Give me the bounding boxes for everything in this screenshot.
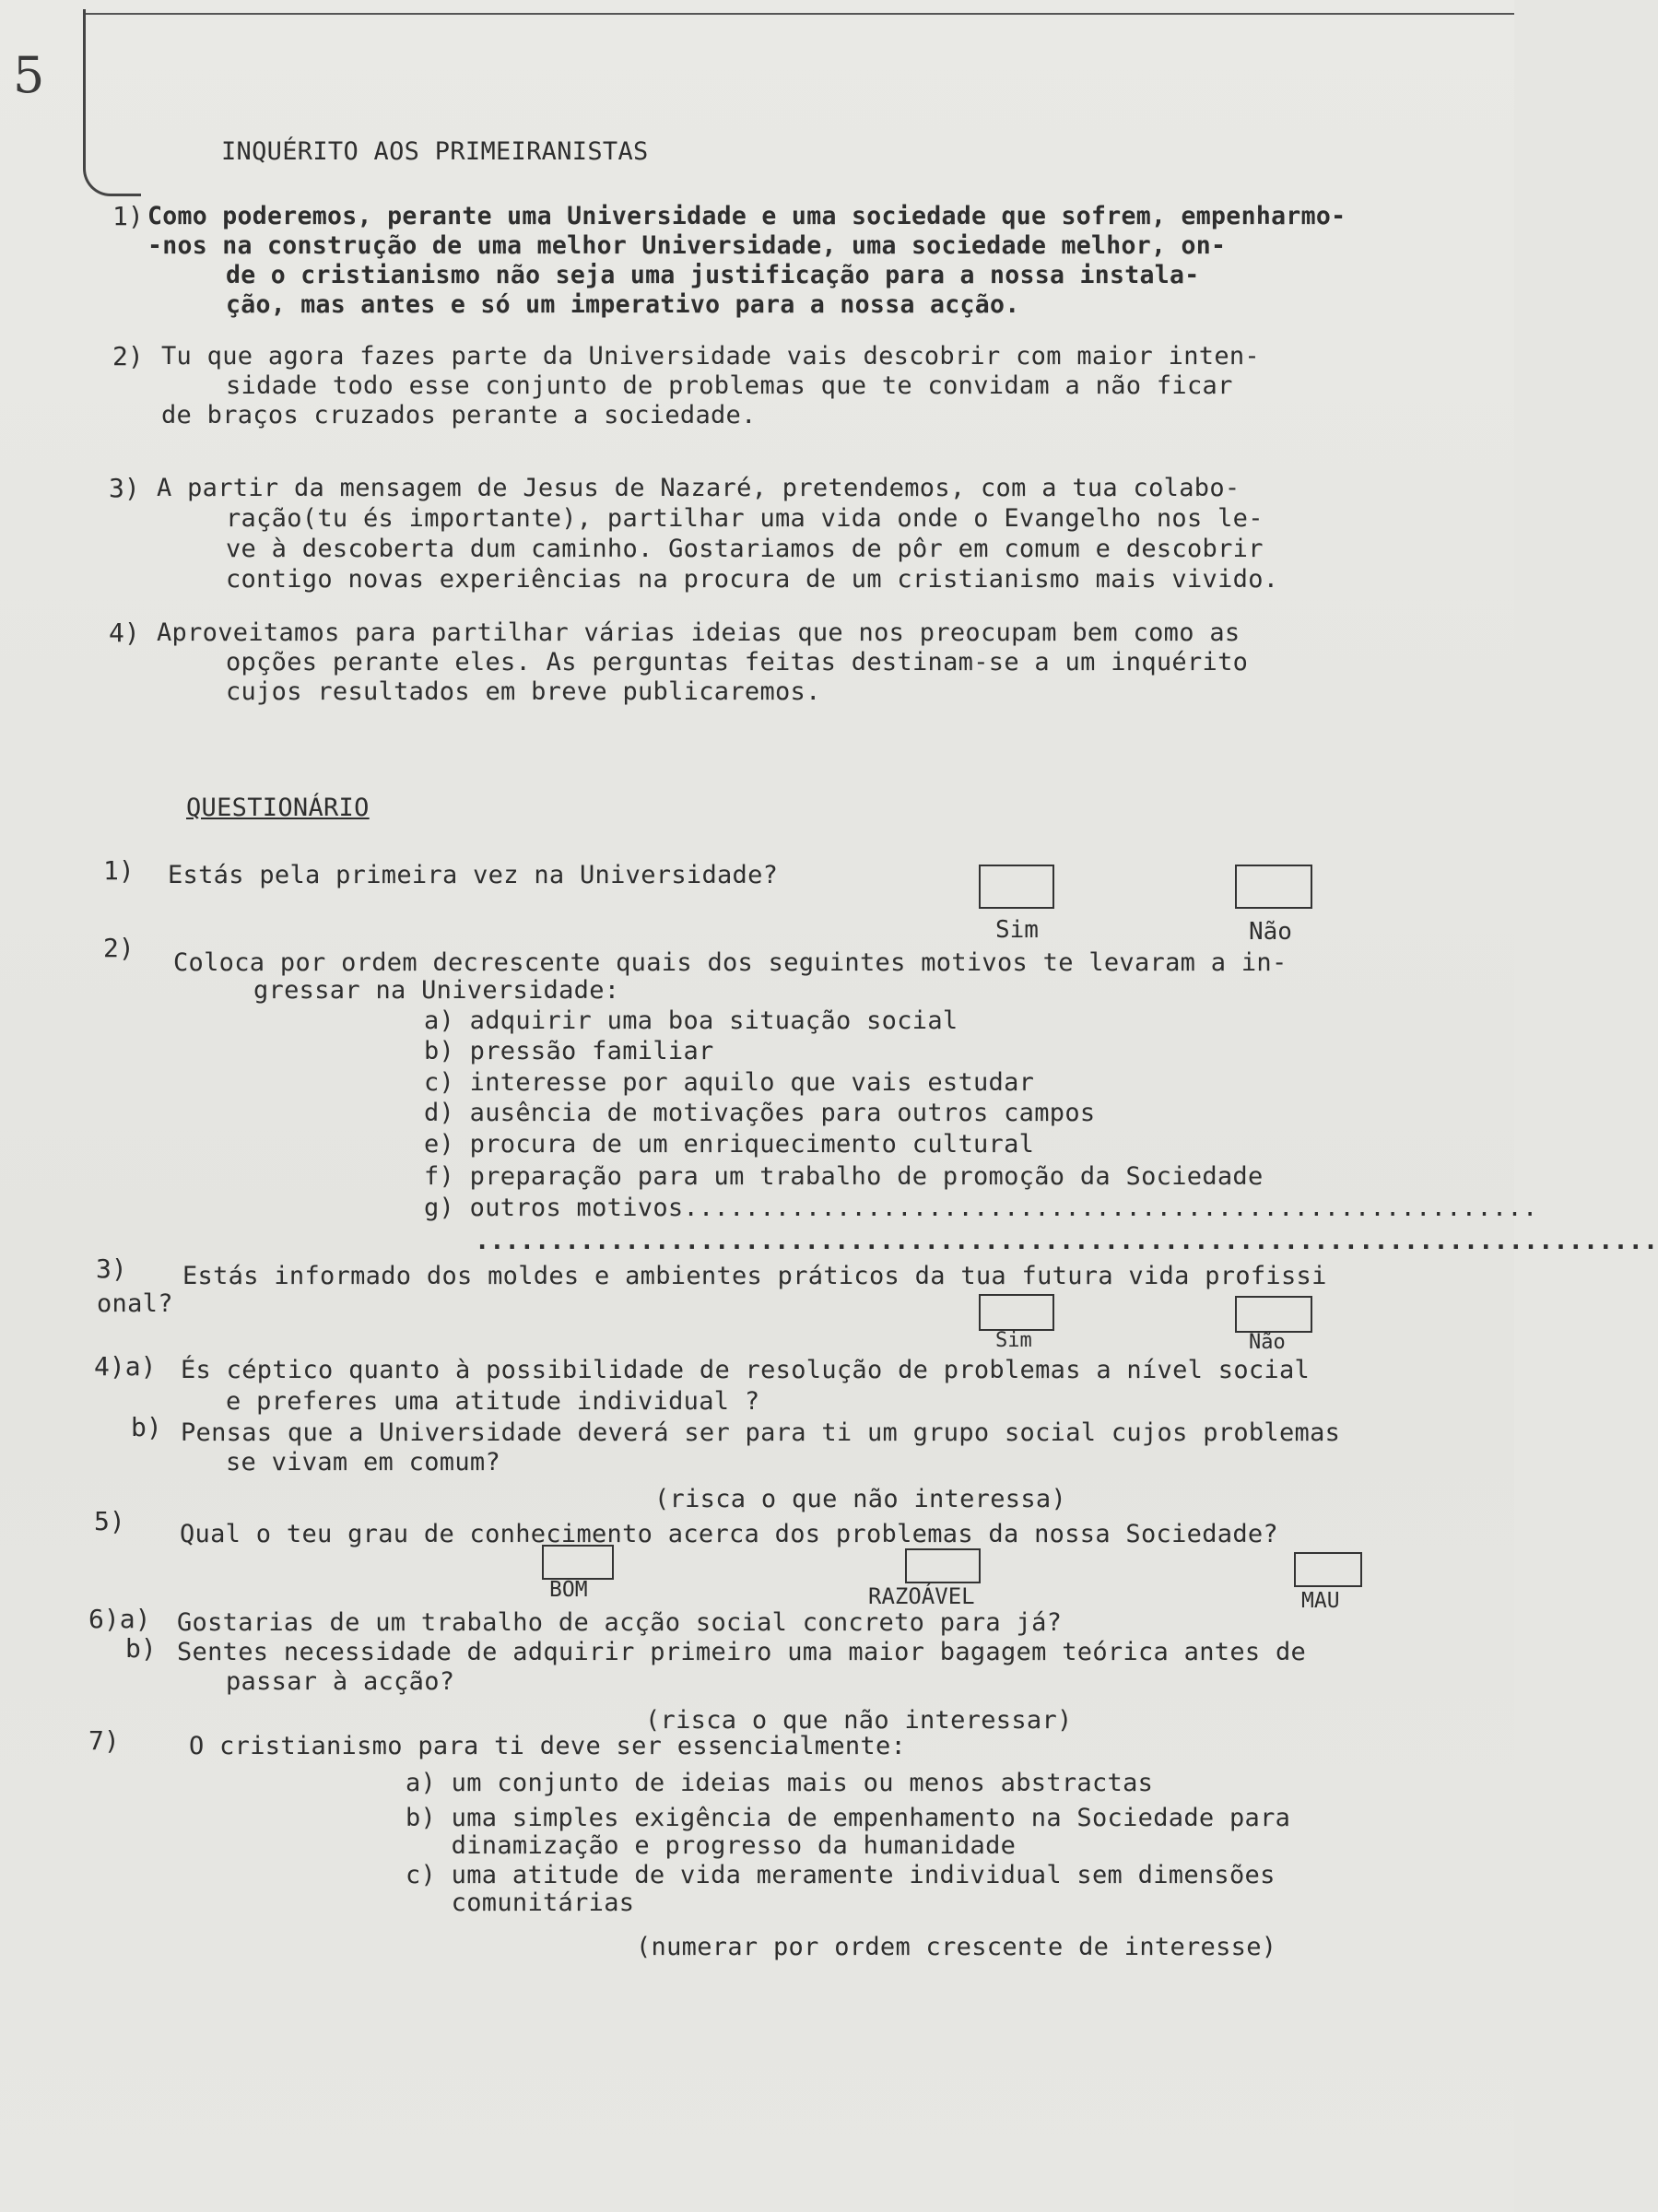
intro-4-line-3: cujos resultados em breve publicaremos.	[226, 677, 821, 706]
q5-bad-label: MAU	[1301, 1589, 1340, 1613]
q3-line-2: onal?	[97, 1289, 173, 1318]
document-title: INQUÉRITO AOS PRIMEIRANISTAS	[221, 137, 649, 166]
margin-bracket-mark	[83, 9, 141, 196]
page-top-edge	[83, 13, 1514, 15]
q2-option-e: e) procura de um enriquecimento cultural	[424, 1130, 1035, 1159]
q3-no-checkbox[interactable]	[1235, 1296, 1312, 1333]
q6b-line-1: Sentes necessidade de adquirir primeiro uma maior bagagem teórica antes de	[177, 1638, 1307, 1666]
q1-yes-label: Sim	[995, 916, 1039, 944]
intro-2-line-1: Tu que agora fazes parte da Universidade vais descobrir com maior inten-	[161, 342, 1260, 371]
intro-1-line-4: ção, mas antes e só um imperativo para a nossa acção.	[226, 290, 1020, 319]
q5-reasonable-checkbox[interactable]	[905, 1548, 981, 1583]
intro-2-number: 2)	[112, 341, 144, 371]
q2-option-f: f) preparação para um trabalho de promoção da Sociedade	[424, 1162, 1264, 1191]
q2-option-b: b) pressão familiar	[424, 1037, 714, 1065]
intro-3-line-1: A partir da mensagem de Jesus de Nazaré, pretendemos, com a tua colabo-	[157, 474, 1241, 502]
q7-number: 7)	[88, 1725, 120, 1756]
q7-note: (numerar por ordem crescente de interesse)	[636, 1933, 1277, 1961]
q7-option-a: a) um conjunto de ideias mais ou menos abstractas	[406, 1769, 1154, 1797]
q1-number: 1)	[103, 855, 135, 886]
q1-text: Estás pela primeira vez na Universidade?	[168, 861, 779, 889]
intro-3-line-2: ração(tu és importante), partilhar uma vida onde o Evangelho nos le-	[226, 504, 1264, 533]
intro-1-line-3: de o cristianismo não seja uma justificação para a nossa instala-	[226, 261, 1200, 289]
intro-4-number: 4)	[109, 618, 140, 648]
q3-yes-label: Sim	[995, 1329, 1032, 1352]
q6-note: (risca o que não interessar)	[645, 1706, 1073, 1735]
intro-1-number: 1)	[112, 201, 144, 231]
q5-reasonable-label: RAZOÁVEL	[868, 1583, 975, 1609]
q7-option-c-line-1: c) uma atitude de vida meramente individual sem dimensões	[406, 1861, 1276, 1889]
q7-option-c-line-2: comunitárias	[406, 1888, 635, 1917]
intro-2-line-2: sidade todo esse conjunto de problemas que te convidam a não ficar	[226, 371, 1233, 400]
q5-good-checkbox[interactable]	[542, 1545, 614, 1580]
intro-1-line-1: Como poderemos, perante uma Universidade e uma sociedade que sofrem, empenharmo-	[147, 202, 1346, 230]
q2-option-c: c) interesse por aquilo que vais estudar	[424, 1068, 1035, 1097]
q4b-line-2: se vivam em comum?	[226, 1448, 500, 1477]
q7-option-b-line-1: b) uma simples exigência de empenhamento na Sociedade para	[406, 1804, 1291, 1832]
q3-line-1: Estás informado dos moldes e ambientes práticos da tua futura vida profissi	[182, 1262, 1327, 1290]
q5-text: Qual o teu grau de conhecimento acerca dos problemas da nossa Sociedade?	[180, 1520, 1278, 1548]
q5-bad-checkbox[interactable]	[1294, 1552, 1362, 1587]
intro-3-line-3: ve à descoberta dum caminho. Gostariamos de pôr em comum e descobrir	[226, 535, 1264, 563]
q6-number: 6)a)	[88, 1604, 151, 1634]
q5-good-label: BOM	[549, 1578, 588, 1602]
intro-3-line-4: contigo novas experiências na procura de um cristianismo mais vivido.	[226, 565, 1279, 594]
q4b-label: b)	[131, 1412, 162, 1442]
q6b-label: b)	[125, 1633, 157, 1664]
q3-yes-checkbox[interactable]	[979, 1294, 1054, 1331]
q2-option-g: g) outros motivos........................................................	[424, 1194, 1538, 1222]
q4-number: 4)a)	[94, 1351, 157, 1382]
intro-4-line-1: Aproveitamos para partilhar várias ideias que nos preocupam bem como as	[157, 618, 1241, 647]
q2-option-a: a) adquirir uma boa situação social	[424, 1006, 958, 1035]
q1-yes-checkbox[interactable]	[979, 865, 1054, 909]
q6b-line-2: passar à acção?	[226, 1667, 455, 1696]
q4b-line-1: Pensas que a Universidade deverá ser para ti um grupo social cujos problemas	[181, 1418, 1341, 1447]
intro-3-number: 3)	[109, 473, 140, 503]
q1-no-checkbox[interactable]	[1235, 865, 1312, 909]
q6a-text: Gostarias de um trabalho de acção social concreto para já?	[177, 1608, 1063, 1637]
q2-line-1: Coloca por ordem decrescente quais dos seguintes motivos te levaram a in-	[173, 948, 1288, 977]
q4a-line-2: e preferes uma atitude individual ?	[226, 1387, 760, 1416]
q1-no-label: Não	[1249, 918, 1292, 946]
q4a-line-1: És céptico quanto à possibilidade de resolução de problemas a nível social	[181, 1356, 1311, 1384]
q7-text: O cristianismo para ti deve ser essencialmente:	[189, 1732, 907, 1760]
q4-note: (risca o que não interessa)	[654, 1485, 1066, 1513]
q2-dotted-line: ...............................................................................	[475, 1227, 1658, 1255]
q2-line-2: gressar na Universidade:	[253, 976, 620, 1005]
q2-option-d: d) ausência de motivações para outros campos	[424, 1099, 1096, 1127]
intro-4-line-2: opções perante eles. As perguntas feitas destinam-se a um inquérito	[226, 648, 1249, 677]
q7-option-b-line-2: dinamização e progresso da humanidade	[406, 1831, 1017, 1860]
handwritten-page-number: 5	[13, 46, 45, 104]
q5-number: 5)	[94, 1506, 125, 1536]
q2-number: 2)	[103, 933, 135, 963]
q3-number: 3)	[96, 1253, 127, 1284]
intro-2-line-3: de braços cruzados perante a sociedade.	[161, 401, 757, 429]
q3-no-label: Não	[1249, 1331, 1286, 1354]
intro-1-line-2: -nos na construção de uma melhor Universidade, uma sociedade melhor, on-	[147, 231, 1227, 260]
questionnaire-heading: QUESTIONÁRIO	[186, 794, 370, 822]
